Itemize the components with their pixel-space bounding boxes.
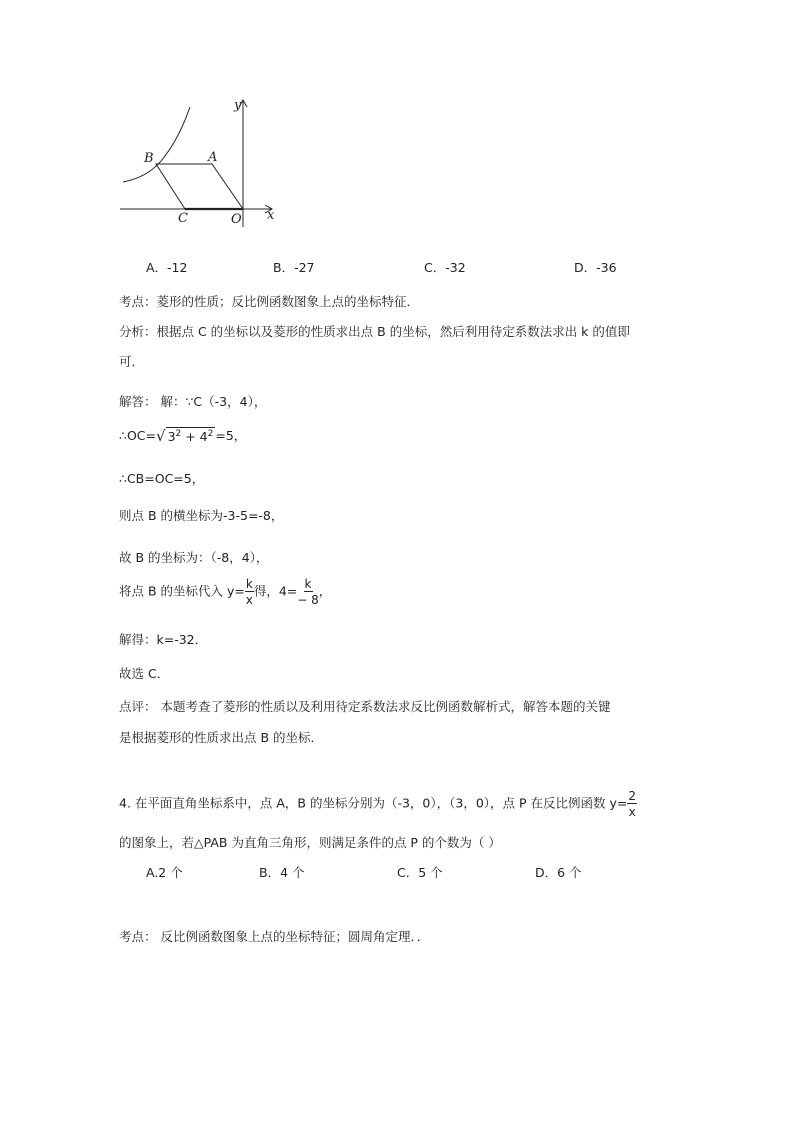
label-b: B	[144, 151, 154, 166]
oc-prefix: ∴OC=	[119, 428, 156, 443]
rhombus-shape	[156, 164, 243, 209]
kaodian-2: 考点： 反比例函数图象上点的坐标特征；圆周角定理．．	[119, 929, 430, 944]
label-y: y	[234, 98, 242, 113]
label-c: C	[178, 211, 188, 226]
label-a: A	[208, 150, 218, 165]
q4-frac-num: 2	[628, 789, 637, 803]
hyperbola-curve	[123, 107, 190, 182]
rhombus-graph	[110, 92, 290, 232]
frac1-den: x	[245, 593, 253, 607]
frac1-num: k	[245, 577, 253, 591]
cb-line: ∴CB=OC=5，	[119, 471, 205, 486]
ze-line: 则点 B 的横坐标为-3-5=-8，	[119, 508, 284, 523]
q4-option-d: D．6 个	[535, 865, 582, 880]
fraction-2-over-x	[627, 790, 637, 818]
sqrt-expression: √ $3^2 + 4^2$	[156, 427, 214, 446]
fraction-k-over-minus8	[297, 578, 319, 606]
label-x: x	[267, 208, 275, 223]
radicand-plus: + 4	[185, 429, 208, 445]
radicand-a: 3	[167, 429, 176, 445]
dianping-line-2: 是根据菱形的性质求出点 B 的坐标．	[119, 730, 324, 745]
oc-suffix: =5，	[215, 428, 247, 443]
oc-equation	[119, 426, 246, 446]
rhombus-figure	[110, 92, 290, 232]
q4-frac-den: x	[628, 805, 636, 819]
gu-line: 故 B 的坐标为：（-8，4），	[119, 550, 269, 565]
option-a: A．-12	[146, 260, 188, 275]
question-4-line-2: 的图象上，若△PAB 为直角三角形，则满足条件的点 P 的个数为（ ）	[119, 835, 501, 850]
sub-suffix: ，	[318, 583, 332, 599]
option-b: B．-27	[273, 260, 315, 275]
q4-option-c: C．5 个	[397, 865, 443, 880]
jiede-line: 解得：k=-32．	[119, 632, 208, 647]
fenxi-line-2: 可．	[119, 354, 145, 369]
exp-b: 2	[207, 429, 214, 440]
q4-text-1: 4. 在平面直角坐标系中，点 A，B 的坐标分别为（-3，0），（3，0），点 P 在反比例函数 y=	[119, 795, 628, 811]
substitution-line	[119, 578, 331, 606]
fenxi-line-1: 分析：根据点 C 的坐标以及菱形的性质求出点 B 的坐标，然后利用待定系数法求出 k 的值即	[119, 324, 630, 339]
question-4-line-1	[119, 790, 637, 818]
sub-mid: 得，4=	[253, 583, 298, 599]
fraction-k-over-x	[245, 578, 254, 606]
q4-option-a: A.2 个	[146, 865, 183, 880]
kaodian-1: 考点：菱形的性质；反比例函数图象上点的坐标特征．	[119, 294, 420, 309]
q4-option-b: B．4 个	[259, 865, 305, 880]
dianping-line-1: 点评： 本题考查了菱形的性质以及利用待定系数法求反比例函数解析式，解答本题的关键	[119, 699, 611, 714]
label-o: O	[231, 212, 242, 227]
guxuan-line: 故选 C．	[119, 666, 170, 681]
frac2-den: − 8	[297, 593, 319, 607]
jieda-line: 解答： 解：∵C（-3，4），	[119, 394, 267, 409]
exp-a: 2	[175, 429, 182, 440]
frac2-num: k	[304, 577, 312, 591]
option-c: C．-32	[424, 260, 466, 275]
option-d: D．-36	[574, 260, 617, 275]
sub-prefix: 将点 B 的坐标代入 y=	[119, 583, 245, 599]
